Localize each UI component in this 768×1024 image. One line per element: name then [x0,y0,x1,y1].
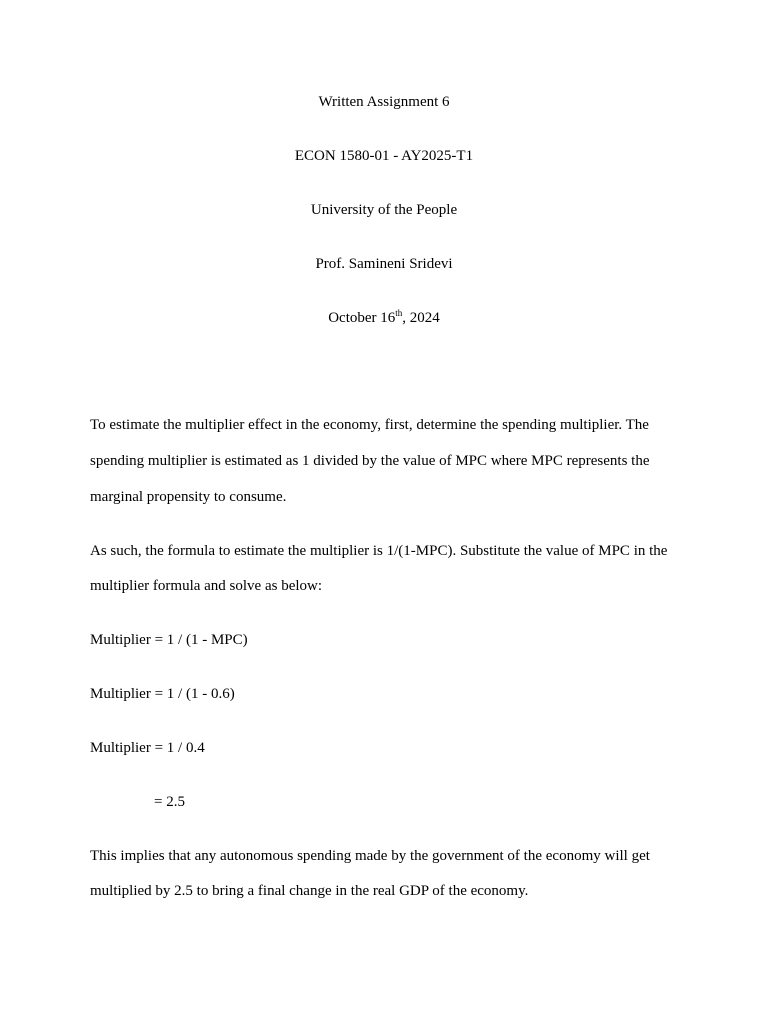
university-name: University of the People [310,202,458,218]
course-code: ECON 1580-01 - AY2025-T1 [294,148,474,164]
equation-line-1: Multiplier = 1 / (1 - MPC) [90,632,248,648]
paragraph-2-line-2: multiplier formula and solve as below: [90,578,323,594]
professor-name: Prof. Samineni Sridevi [315,256,453,272]
equation-line-2: Multiplier = 1 / (1 - 0.6) [90,686,235,702]
date-suffix: th [395,308,403,318]
paragraph-2-line-1: As such, the formula to estimate the multiplier is 1/(1-MPC). Substitute the value of MPC in the [90,543,668,559]
equation-line-3: Multiplier = 1 / 0.4 [90,740,205,756]
assignment-title: Written Assignment 6 [318,94,450,110]
submission-date [0,308,768,328]
date-year: , 2024 [402,310,440,326]
paragraph-1-line-3: marginal propensity to consume. [90,489,287,505]
paragraph-1-line-1: To estimate the multiplier effect in the economy, first, determine the spending multiplier. The [90,417,649,433]
equation-result: = 2.5 [154,794,185,810]
paragraph-1-line-2: spending multiplier is estimated as 1 divided by the value of MPC where MPC represents the [90,453,650,469]
paragraph-3-line-1: This implies that any autonomous spending made by the government of the economy will get [90,848,650,864]
date-month-day: October 16 [328,310,396,326]
paragraph-3-line-2: multiplied by 2.5 to bring a final change in the real GDP of the economy. [90,883,529,899]
